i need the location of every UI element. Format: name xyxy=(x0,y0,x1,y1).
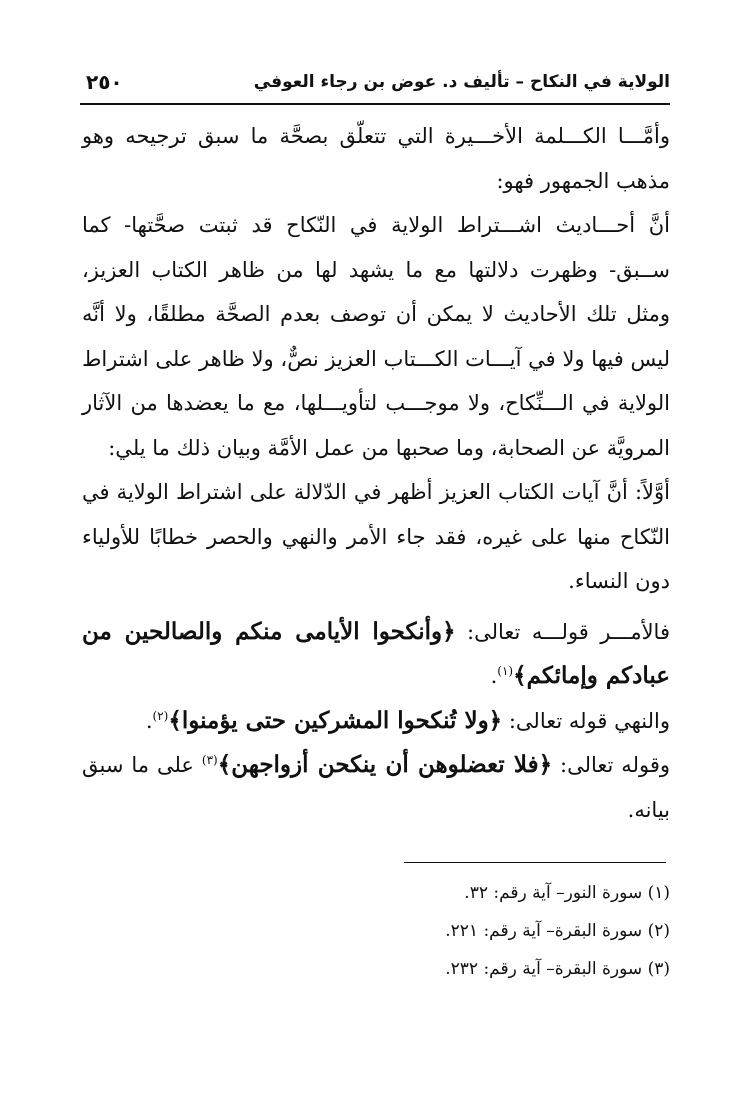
verse-end: على ما سبق بيانه. xyxy=(82,753,670,822)
footnotes xyxy=(300,874,670,988)
footnote-3: (٣) سورة البقرة– آية رقم: ٢٣٢. xyxy=(445,959,670,979)
footnote-ref: (١) xyxy=(497,664,514,678)
verse-lead: وقوله تعالى: xyxy=(552,753,670,777)
quran-verse: ﴿فلا تعضلوهن أن ينكحن أزواجهن﴾ xyxy=(217,751,553,778)
body-text xyxy=(82,114,670,832)
page-header xyxy=(80,68,670,102)
running-title: الولاية في النكاح – تأليف د. عوض بن رجاء العوفي xyxy=(253,72,670,92)
page-number: ٢٥٠ xyxy=(86,70,123,94)
verse-line-third xyxy=(82,743,670,832)
verse-line-prohibition xyxy=(82,699,670,744)
quran-verse: ﴿ولا تُنكحوا المشركين حتى يؤمنوا﴾ xyxy=(168,706,503,734)
footnote-2: (٢) سورة البقرة– آية رقم: ٢٢١. xyxy=(445,921,670,941)
verse-end: . xyxy=(145,708,153,733)
footnote-1: (١) سورة النور– آية رقم: ٣٢. xyxy=(464,883,670,903)
footnote-ref: (٢) xyxy=(152,708,169,723)
paragraph-first-point: أوَّلاً: أنَّ آيات الكتاب العزيز أظهر في الدّلالة على اشتراط الولاية في النّكاح منها على غيره، فقد جاء الأمر والنهي والحصر خطابًا للأولياء دون النساء. xyxy=(82,480,670,593)
verse-lead: والنهي قوله تعالى: xyxy=(502,708,670,733)
footnote-separator xyxy=(404,862,666,863)
footnote-ref: (٣) xyxy=(201,753,218,767)
verse-end: . xyxy=(490,664,498,688)
paragraph-majority-opinion: وأمَّـــا الكـــلمة الأخـــيرة التي تتعلّق بصحَّة ما سبق ترجيحه وهو مذهب الجمهور فهو: xyxy=(82,124,670,193)
header-rule xyxy=(80,103,670,105)
verse-lead: فالأمـــر قولـــه تعالى: xyxy=(455,619,670,644)
verse-line-command xyxy=(82,610,670,699)
paragraph-hadith-validity: أنَّ أحـــاديث اشـــتراط الولاية في النّكاح قد ثبتت صحَّتها- كما ســبق- وظهرت دلالتها مع ما يشهد لها من ظاهر الكتاب العزيز، ومثل تلك الأحاديث لا يمكن أن توصف بعدم الصحَّة مطلقًا، ولا أنَّه ليس فيها ولا في آيـــات الكـــتاب العزيز نصٌّ، ولا ظاهر على اشتراط الولاية في الـــنِّكاح، ولا موجـــب لتأويـــلها، مع ما يعضدها من الآثار المرويَّة عن الصحابة، وما صحبها من عمل الأمَّة وبيان ذلك ما يلي: xyxy=(82,213,670,460)
quran-verse: ﴿وأنكحوا الأيامى منكم والصالحين من عبادكم وإمائكم﴾ xyxy=(82,617,670,689)
verses-block xyxy=(82,610,670,833)
